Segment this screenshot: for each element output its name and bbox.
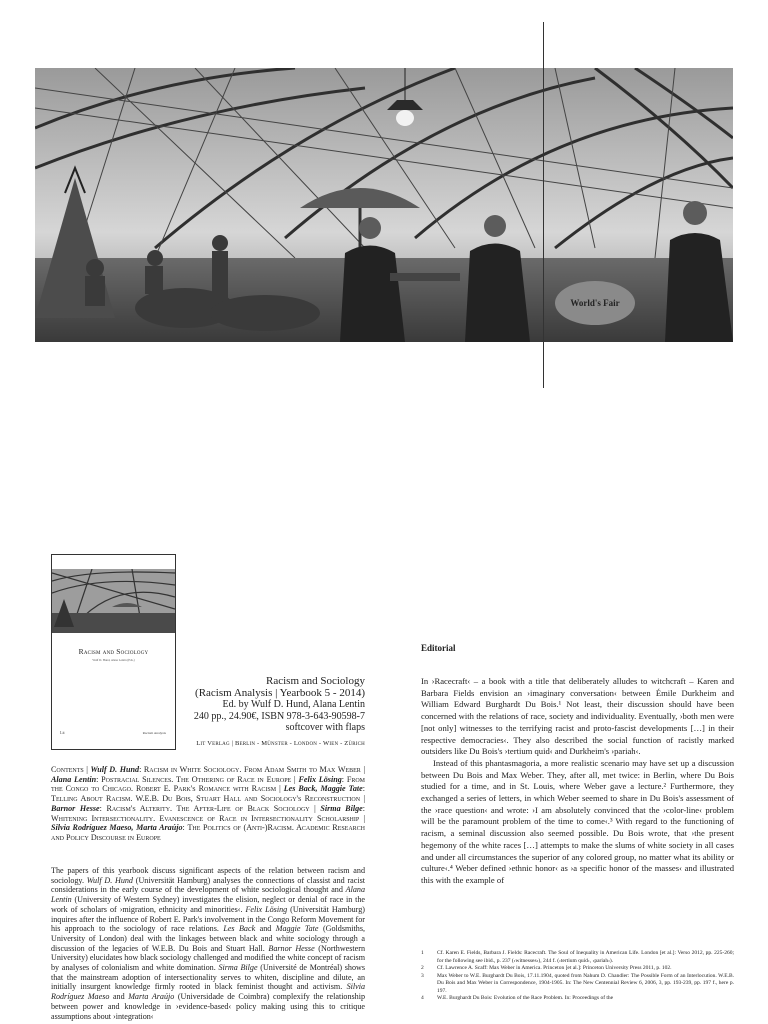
contents-title: Racism in White Sociology. From Adam Smith to Max Weber	[143, 765, 361, 774]
footnote-number: 4	[421, 995, 424, 1001]
abstract-author: Barnor Hesse	[268, 943, 315, 953]
cover-photo-drawing	[52, 569, 175, 633]
footnote	[421, 995, 734, 1003]
book-details: 240 pp., 24.90€, ISBN 978-3-643-90598-7	[193, 710, 365, 722]
contents-author: Silvia Rodríguez Maeso, Marta Araújo	[51, 823, 183, 833]
book-editors: Ed. by Wulf D. Hund, Alana Lentin	[222, 699, 365, 711]
abstract-text: (University of Western Sydney) investigates the elision, neglect or denial of race in the work of scholars of ›migration, ethnicity and minorities‹.	[51, 895, 365, 914]
contents-author: Sirma Bilge	[320, 803, 363, 813]
footnote	[421, 950, 734, 965]
cover-series-mark: Racism Analysis	[142, 731, 166, 735]
abstract-author: Les Back	[223, 924, 256, 934]
abstract-author: Silvia Rodríguez Maeso	[51, 982, 365, 1002]
banner-photo	[35, 68, 733, 342]
footnote	[421, 973, 734, 996]
contents-author: Felix Lösing	[298, 774, 342, 784]
abstract-text: and	[255, 924, 276, 934]
cover-publisher-mark: Lit	[60, 730, 65, 735]
footnote-number: 1	[421, 950, 424, 956]
abstract-author: Maggie Tate	[275, 924, 319, 934]
cover-title: Racism and Sociology	[78, 647, 149, 656]
abstract-text: (Universität Hamburg) inquires after the influence of Robert E. Park's involvement in the Congo Reform Movement for his approach to the sociology of race relations.	[51, 904, 365, 934]
footnote	[421, 965, 734, 973]
cover-subtitle: Wulf D. Hund, Alana Lentin (Eds.)	[92, 658, 135, 662]
contents-title: From the Congo to Chicago. Robert E. Park's Romance with Racism	[51, 774, 365, 794]
editorial-paragraph: Instead of this phantasmagoria, a more realistic scenario may have set up a discussion between Du Bois and Max Weber. They, after all, met twice: in Berlin, where Du Bois studied for a time, and in St. Louis, where Weber gave a lecture.² Furthermore, they exchanged a series of letters, in which Weber seemed to share in Du Bois's assessment of the ›race question‹ and wrote: ›I am absolutely convinced that the ›color-line‹ problem will be the paramount problem of the time to come‹.³ With regard to the functioning of racism, a seminal discussion also seemed possible. Du Bois wrote, that ›the present hegemony of the white races […] attempts to make the slums of white society in all cases and under all circumstances the superior of any colored group, no matter what its ability or culture‹.⁴ Weber defined ›ethnic honor‹ as ›a specific honor of the masses‹ and illustrated this with the example of	[421, 757, 734, 885]
abstract-text: and	[109, 992, 129, 1002]
abstract-text: (Universität Hamburg) analyses the connections of classist and racist considerations in the early course of the development of white sociological thought and	[51, 875, 365, 895]
footnotes	[421, 950, 734, 1003]
abstract-author: Marta Araújo	[128, 992, 175, 1002]
footnote-text: Cf. Karen E. Fields, Barbara J. Fields: Racecraft. The Soul of Inequality in American Life. London [et al.]: Verso 2012, pp. 225-260; for the following see ibid., p. 237 (›witnesses‹), 244 f. (›tertium quid‹, ›pariah‹).	[437, 950, 734, 964]
abstract-author: Alana Lentin	[51, 885, 365, 905]
abstract-text: The papers of this yearbook discuss significant aspects of the relation between racism and sociology.	[51, 866, 365, 885]
abstract-text: (Northwestern University) elucidates how black sociology challenged and modified the white concept of racism by analyses of colonialism and white domination.	[51, 943, 365, 973]
contents-author: Wulf D. Hund	[90, 765, 140, 774]
contents-author: Alana Lentin	[51, 774, 97, 784]
book-binding: softcover with flaps	[285, 722, 365, 734]
abstract-author: Sirma Bilge	[218, 963, 258, 973]
editorial-heading: Editorial	[421, 643, 456, 653]
contents-title: The Politics of (Anti-)Racism. Academic Research and Policy Discourse in Europe	[51, 823, 365, 842]
yearbook-abstract	[51, 866, 365, 1021]
abstract-author: Felix Lösing	[245, 904, 288, 914]
book-publisher: Lit Verlag | Berlin - Münster - London - Wien - Zürich	[196, 739, 365, 747]
abstract-text: (Goldsmiths, University of London) deal with the linkages between black and white sociology through a discussion of the legacies of W.E.B. Du Bois and Stuart Hall.	[51, 924, 366, 953]
contents-title: Postracial Silences. The Othering of Race in Europe	[101, 774, 292, 784]
contents-title: Racism's Alterity. The After-Life of Black Sociology	[106, 803, 310, 813]
worlds-fair-text: World's Fair	[570, 298, 620, 308]
contents-title: Whitening Intersectionality. Evanescence of Race in Intersectionality Scholarship	[51, 813, 360, 823]
contents-author: Les Back, Maggie Tate	[283, 784, 363, 794]
contents-author: Barnor Hesse	[51, 803, 100, 813]
book-cover	[51, 554, 176, 750]
footnote-text: Cf. Lawrence A. Scaff: Max Weber in America. Princeton [et al.]: Princeton University Press 2011, p. 102.	[437, 965, 672, 971]
lamp-globe	[396, 110, 414, 126]
abstract-author: Wulf D. Hund	[86, 875, 133, 885]
abstract-text: (Universidade de Coimbra) complexify the relationship between power and knowledge in ›evidence-based‹ policy making using this to critique assumptions about ›integration‹	[51, 992, 366, 1021]
book-series: (Racism Analysis | Yearbook 5 - 2014)	[195, 686, 365, 699]
footnote-number: 3	[421, 972, 424, 979]
contents-list: Contents | Wulf D. Hund: Racism in White Sociology. From Adam Smith to Max Weber | Alana Lentin: Postracial Silences. The Othering of Race in Europe | Felix Lösing: From the Congo to Chicago. Robert E. Park's Romance with Racism | Les Back, Maggie Tate: Telling About Racism. W.E.B. Du Bois, Stuart Hall and Sociology's Reconstruction | Barnor Hesse: Racism's Alterity. The After-Life of Black Sociology | Sirma Bilge: Whitening Intersectionality. Evanescence of Race in Intersectionality Scholarship | Silvia Rodríguez Maeso, Marta Araújo: The Politics of (Anti-)Racism. Academic Research and Policy Discourse in Europe	[51, 765, 365, 842]
footnote-text: Max Weber to W.E. Burghardt Du Bois, 17.11.1904, quoted from Nahum D. Chandler: The Possible Form of an Interlocution. W.E.B. Du Bois and Max Weber in Correspondence, 1904-1905. In: The New Centennial Review 6, 2006, 3, pp. 193-239, pp. 197 f., here p. 197.	[437, 972, 734, 994]
book-title: Racism and Sociology	[266, 675, 365, 687]
footnote-text: W.E. Burghardt Du Bois: Evolution of the Race Problem. In: Proceedings of the	[437, 995, 614, 1001]
cover-photo	[52, 569, 175, 633]
book-info	[176, 676, 365, 750]
abstract-text: (Université de Montréal) shows that the mainstream adoption of intersectionality serves to whiten, discipline and dilute, an initially insurgent knowledge firmly rooted in black feminist thought and activism.	[51, 963, 366, 992]
editorial-text	[421, 676, 734, 887]
contents-label: Contents	[51, 765, 84, 774]
editorial-paragraph: In ›Racecraft‹ – a book with a title that deliberately alludes to witchcraft – Karen and Barbara Fields envision an ›imaginary conversation‹ between Émile Durkheim and William Edward Burghardt Du Bois.¹ Not least, their discussion should have been concerned with the relations of race, society and individuality. Eventually, ›both men were [not only] witnesses to the terrifying racist and proto-fascist developments […] in their respective democracies‹. They also described the social function of racistly marked outsiders like Du Bois's ›tertium quid‹ and Durkheim's ›pariah‹.	[421, 676, 734, 757]
banner-photo-drawing	[35, 68, 733, 342]
vertical-rule	[543, 22, 544, 388]
contents-title: Telling About Racism. W.E.B. Du Bois, Stuart Hall and Sociology's Reconstruction	[51, 794, 361, 804]
footnote-number: 2	[421, 965, 424, 971]
